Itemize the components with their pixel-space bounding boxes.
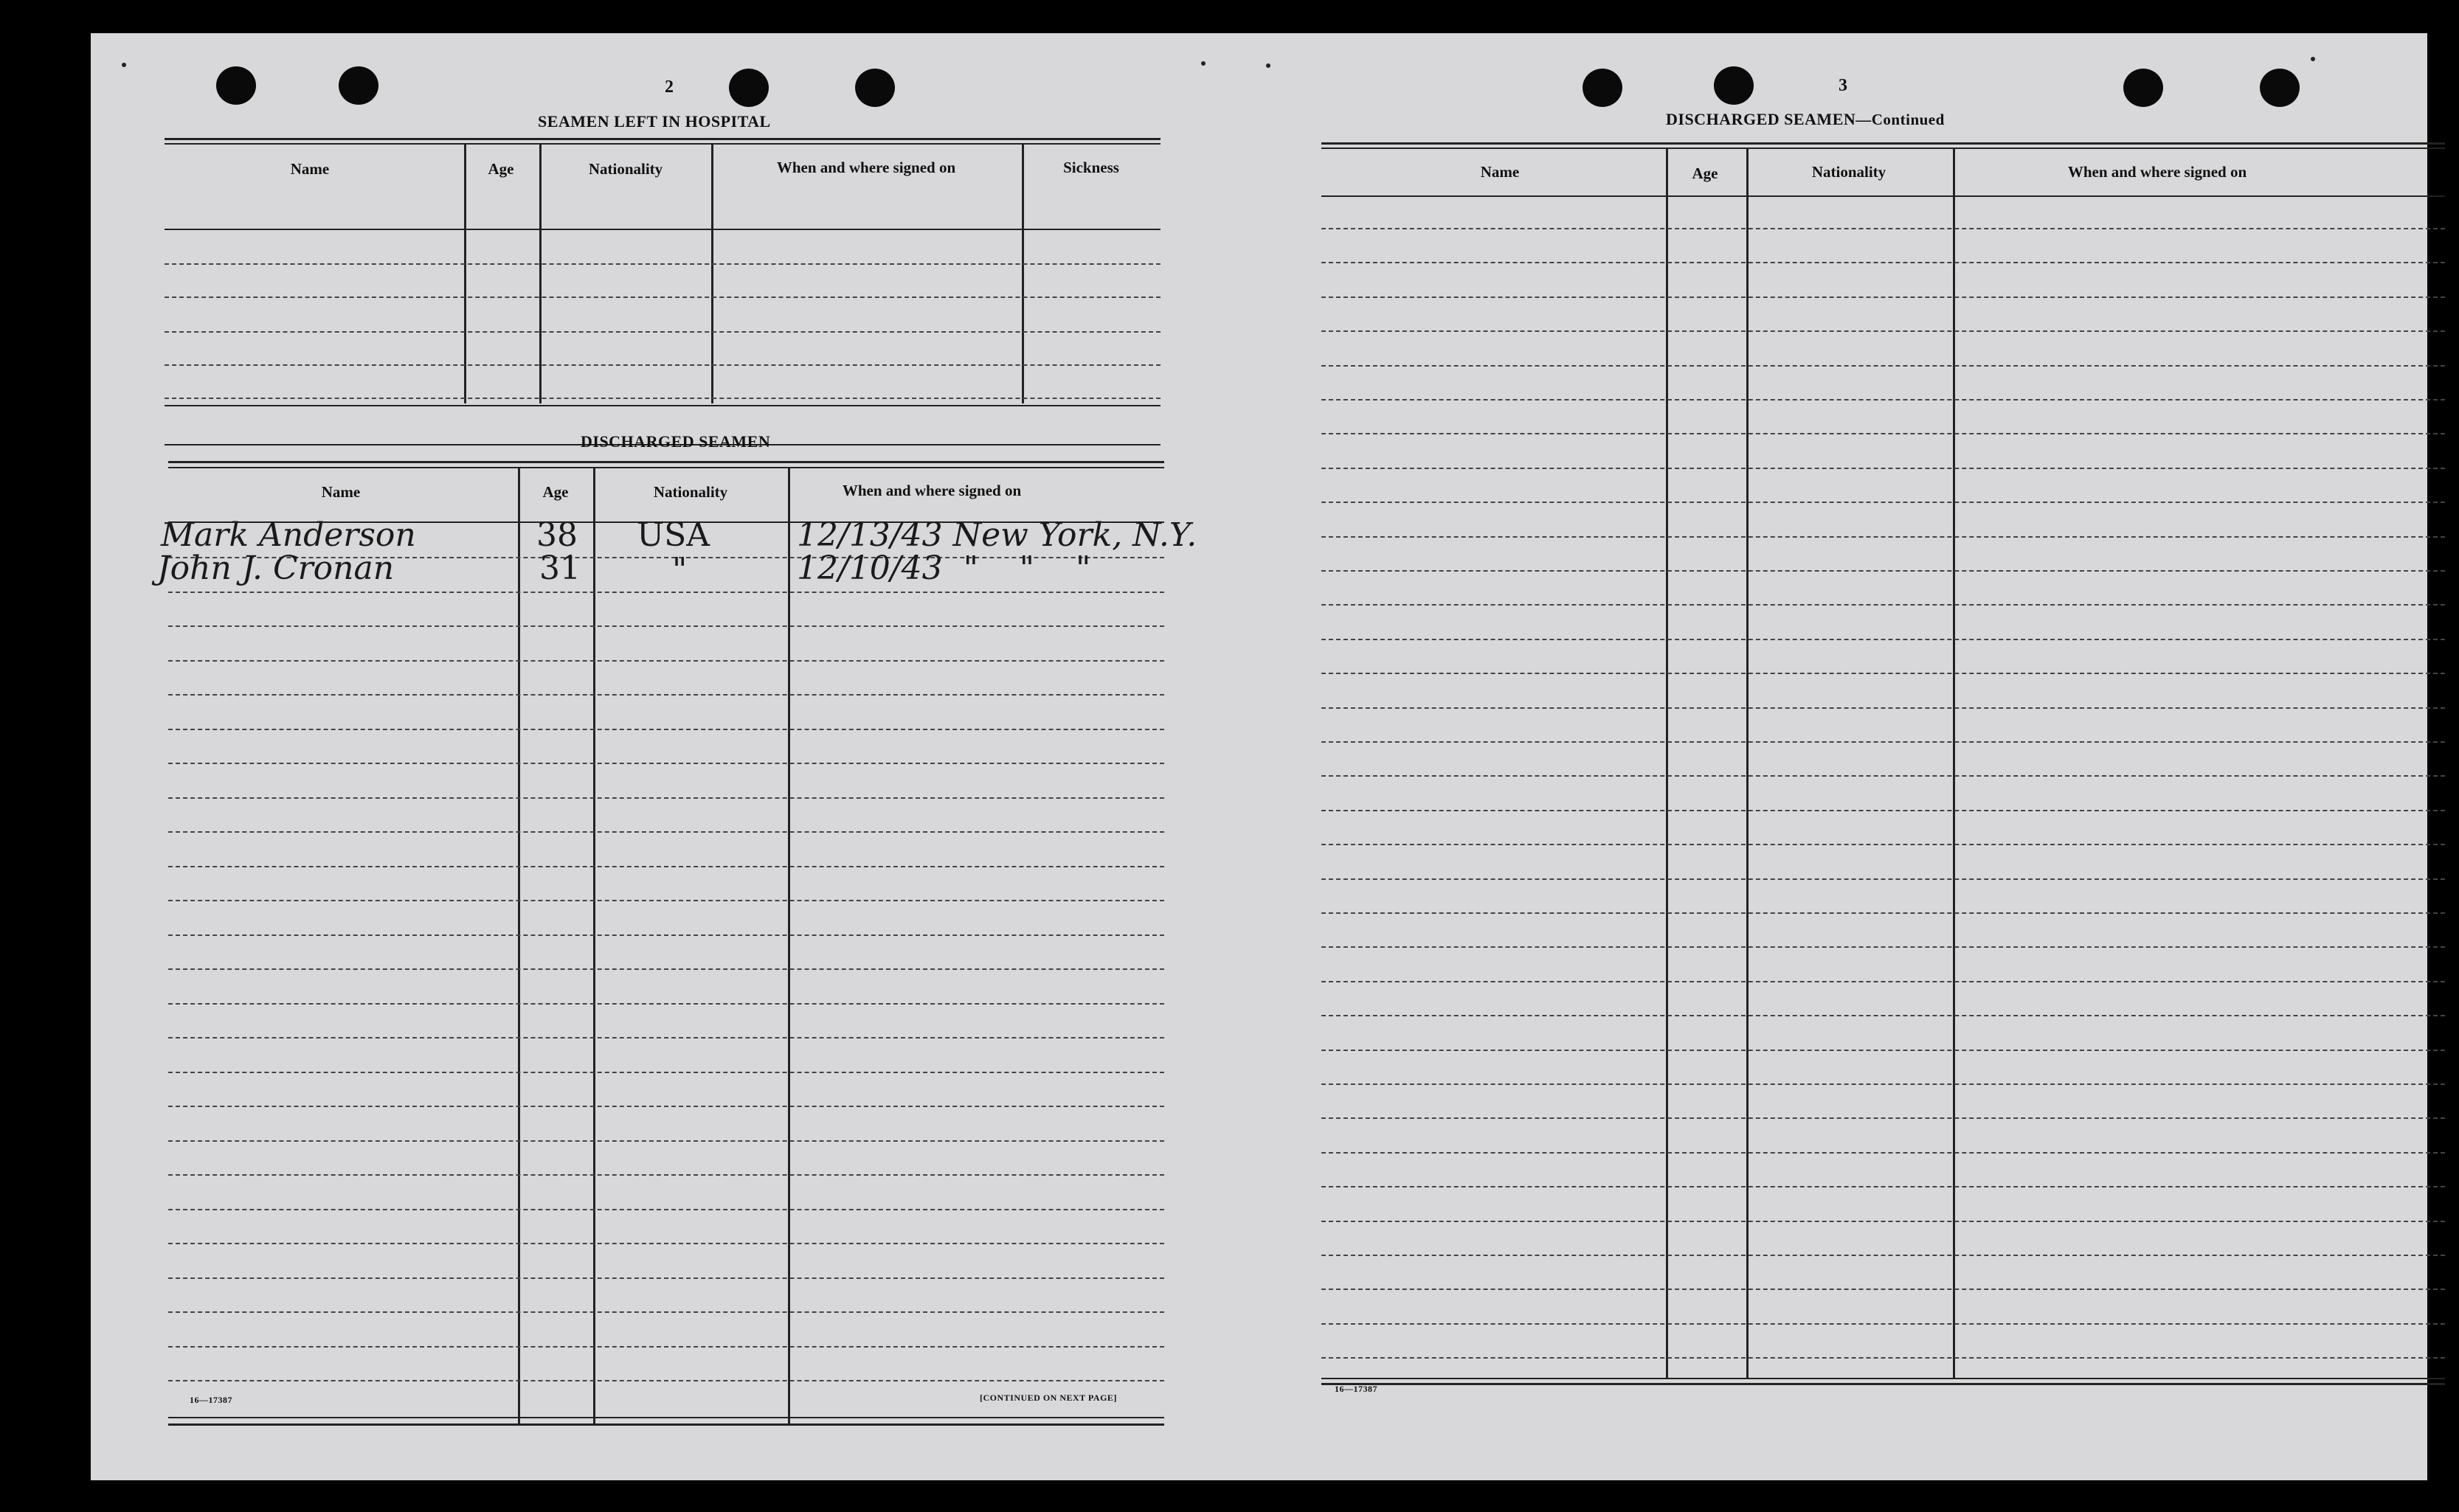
ruled-row bbox=[1321, 604, 2445, 606]
ledger-sheet bbox=[91, 33, 2427, 1480]
ruled-row bbox=[168, 900, 1164, 901]
ruled-row bbox=[1321, 741, 2445, 743]
continued-col-name: Name bbox=[1480, 163, 1520, 181]
punch-hole bbox=[2260, 69, 2300, 107]
ruled-row bbox=[1321, 878, 2445, 880]
ruled-row bbox=[1321, 1015, 2445, 1016]
punch-hole bbox=[855, 69, 895, 107]
discharged-col-name: Name bbox=[321, 483, 361, 501]
ruled-row bbox=[1321, 673, 2445, 674]
punch-hole bbox=[339, 66, 378, 105]
ruled-row bbox=[168, 1003, 1164, 1005]
ruled-row bbox=[1321, 399, 2445, 400]
ruled-row bbox=[168, 1106, 1164, 1107]
ruled-row bbox=[1321, 228, 2445, 229]
ruled-row bbox=[1321, 1186, 2445, 1187]
ruled-row bbox=[1321, 570, 2445, 572]
hospital-row bbox=[165, 331, 1161, 333]
discharged-section-title: DISCHARGED SEAMEN bbox=[581, 432, 771, 451]
punch-hole bbox=[1714, 66, 1754, 105]
ruled-row bbox=[1321, 946, 2445, 948]
ruled-row bbox=[1321, 536, 2445, 538]
continued-col-nationality: Nationality bbox=[1811, 163, 1886, 181]
ruled-row bbox=[168, 1346, 1164, 1348]
ruled-row bbox=[168, 729, 1164, 730]
ruled-row bbox=[168, 1140, 1164, 1142]
entry-1-name: Mark Anderson bbox=[161, 516, 416, 554]
ruled-row bbox=[168, 592, 1164, 593]
form-number-left: 16—17387 bbox=[190, 1395, 232, 1405]
ink-speck bbox=[2311, 57, 2315, 61]
discharged-col-signed-on: When and where signed on bbox=[842, 482, 1022, 499]
continued-title-rest: —Continued bbox=[1856, 111, 1945, 128]
page-number-right: 3 bbox=[1839, 76, 1847, 95]
hospital-col-nationality: Nationality bbox=[588, 160, 663, 178]
hospital-section-title: SEAMEN LEFT IN HOSPITAL bbox=[538, 112, 771, 131]
ruled-row bbox=[168, 1311, 1164, 1313]
ruled-row bbox=[168, 1380, 1164, 1381]
ruled-row bbox=[168, 625, 1164, 627]
entry-2-age: 31 bbox=[539, 549, 581, 587]
ruled-row bbox=[1321, 1357, 2445, 1359]
ruled-row bbox=[1321, 468, 2445, 469]
ruled-row bbox=[168, 1037, 1164, 1038]
ink-speck bbox=[1201, 61, 1206, 66]
ruled-row bbox=[168, 660, 1164, 662]
entry-2-signed-on: 12/10/43 " " " bbox=[797, 549, 1091, 587]
discharged-col-nationality: Nationality bbox=[653, 483, 728, 501]
entry-1-age: 38 bbox=[536, 516, 578, 554]
punch-hole bbox=[1583, 69, 1622, 107]
entry-1-nationality: USA bbox=[637, 516, 710, 554]
ruled-row bbox=[1321, 1083, 2445, 1085]
ruled-row bbox=[1321, 1221, 2445, 1222]
ruled-row bbox=[168, 1072, 1164, 1073]
ruled-row bbox=[1321, 912, 2445, 914]
entry-2-nationality: " bbox=[672, 551, 688, 589]
discharged-col-age: Age bbox=[542, 483, 569, 501]
hospital-row bbox=[165, 364, 1161, 366]
hospital-col-age: Age bbox=[488, 160, 514, 178]
punch-hole bbox=[216, 66, 256, 105]
ink-speck bbox=[1266, 63, 1270, 68]
ruled-row bbox=[168, 694, 1164, 696]
form-number-right: 16—17387 bbox=[1335, 1384, 1377, 1394]
ruled-row bbox=[1321, 1117, 2445, 1119]
hospital-row bbox=[165, 263, 1161, 265]
ruled-row bbox=[1321, 365, 2445, 367]
hospital-row bbox=[165, 398, 1161, 399]
punch-hole bbox=[729, 69, 769, 107]
ruled-row bbox=[1321, 433, 2445, 434]
ruled-row bbox=[1321, 775, 2445, 777]
ruled-row bbox=[168, 797, 1164, 799]
ruled-row bbox=[1321, 707, 2445, 709]
ink-speck bbox=[122, 63, 126, 67]
hospital-col-sickness: Sickness bbox=[1063, 159, 1119, 176]
hospital-table bbox=[165, 138, 1161, 448]
ruled-row bbox=[168, 866, 1164, 867]
ruled-row bbox=[168, 1277, 1164, 1279]
page-number-left: 2 bbox=[665, 77, 674, 97]
continued-title-bold: DISCHARGED SEAMEN bbox=[1666, 110, 1856, 128]
entry-2-name: John J. Cronan bbox=[157, 549, 395, 587]
continued-section-title bbox=[1666, 110, 1945, 129]
ruled-row bbox=[168, 831, 1164, 833]
hospital-row bbox=[165, 296, 1161, 298]
ruled-row bbox=[1321, 502, 2445, 503]
ruled-row bbox=[168, 763, 1164, 764]
ruled-row bbox=[1321, 296, 2445, 298]
ruled-row bbox=[1321, 262, 2445, 263]
ruled-row bbox=[168, 1243, 1164, 1244]
hospital-col-name: Name bbox=[290, 160, 330, 178]
ruled-row bbox=[168, 934, 1164, 936]
continued-col-age: Age bbox=[1692, 164, 1718, 182]
ruled-row bbox=[168, 968, 1164, 970]
ruled-row bbox=[1321, 639, 2445, 640]
continued-table bbox=[1321, 142, 2445, 1411]
ruled-row bbox=[1321, 981, 2445, 982]
ruled-row bbox=[168, 1174, 1164, 1176]
ruled-row bbox=[1321, 810, 2445, 811]
ruled-row bbox=[1321, 1323, 2445, 1325]
ruled-row bbox=[1321, 844, 2445, 845]
entry-1-signed-on: 12/13/43 New York, N.Y. bbox=[797, 516, 1197, 554]
hospital-col-signed-on: When and where signed on bbox=[776, 159, 956, 176]
punch-hole bbox=[2123, 69, 2163, 107]
ruled-row bbox=[1321, 1255, 2445, 1256]
ruled-row bbox=[168, 1209, 1164, 1210]
ruled-row bbox=[1321, 1050, 2445, 1051]
continued-col-signed-on: When and where signed on bbox=[2067, 163, 2247, 181]
ruled-row bbox=[1321, 330, 2445, 332]
discharged-table bbox=[168, 461, 1164, 1420]
ruled-row bbox=[1321, 1152, 2445, 1154]
continued-note: [CONTINUED ON NEXT PAGE] bbox=[980, 1393, 1117, 1403]
ruled-row bbox=[1321, 1289, 2445, 1290]
